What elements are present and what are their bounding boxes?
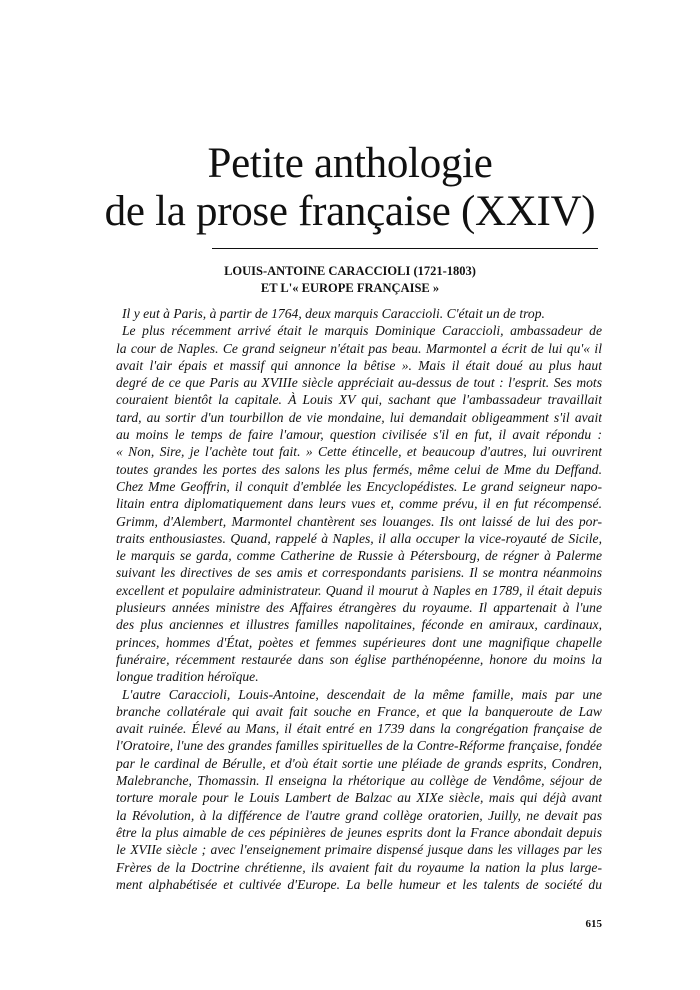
body-text-line: Il y eut à Paris, à partir de 1764, deux marquis Caracciolі. C'était un de trop. xyxy=(122,306,545,321)
body-text-line: l'Oratoire, l'une des grandes familles spirituelles de la Contre-Réforme française, fondée xyxy=(116,738,602,754)
body-text-line: Malebranche, Thomassin. Il enseigna la rhétorique au collège de Vendôme, séjour de xyxy=(116,773,602,789)
article-title xyxy=(0,140,700,236)
body-text-line: L'autre Caraccioli, Louis-Antoine, descendait de la même famille, mais par une xyxy=(122,686,602,702)
body-text-line: litain entra diplomatiquement dans leurs vues et, comme prévu, il en fut récompensé. xyxy=(116,496,602,512)
body-text-line: des plus anciennes et illustres familles napolitaines, féconde en amiraux, cardinaux, xyxy=(116,617,602,633)
body-text-line: le marquis se garda, comme Catherine de Russie à Pétersbourg, de régner à Palerme xyxy=(116,548,602,564)
body-text-line: ment alphabétisée et cultivée d'Europe. La belle humeur et les talents de société du xyxy=(116,876,602,892)
body-text-line: par le cardinal de Bérulle, et d'où était sortie une pléiade de grands esprits, Condren, xyxy=(116,755,602,771)
title-line-1: Petite anthologie xyxy=(207,140,493,187)
body-text-line: Le plus récemment arrivé était le marquis Dominique Caraccioli, ambassadeur de xyxy=(122,323,602,339)
title-line-2: de la prose française (XXIV) xyxy=(104,188,596,235)
body-text-line: la Révolution, à la différence de l'autre grand collège oratorien, Juilly, ne devait pas xyxy=(116,807,602,823)
body-text-line: Chez Mme Geoffrin, il conquit d'emblée les Encyclopédistes. Le grand seigneur napo- xyxy=(116,478,602,494)
body-text-line: princes, hommes d'État, poètes et femmes supérieures dont une magnifique chapelle xyxy=(116,634,602,650)
body-text-line: avait l'air épais et massif qui annonce la bêtise ». Mais il était doué au plus haut xyxy=(116,357,602,373)
body-text-line: plusieurs années ministre des Affaires étrangères du royaume. Il appartenait à l'une xyxy=(116,600,602,616)
body-text-line: branche collatérale qui avait fait souche en France, et que la banqueroute de Law xyxy=(116,703,602,719)
body-text-line: couraient bientôt la capitale. À Louis XV qui, sachant que l'ambassadeur travaillait xyxy=(116,392,602,408)
body-text-line: degré de ce que Paris au XVIIIe siècle appréciait au-dessus de tout : l'esprit. Ses mots xyxy=(116,375,602,391)
body-text-line: toutes grandes les portes des salons les plus fermés, même celui de Mme du Deffand. xyxy=(116,461,602,477)
body-text-line: excellent et populaire administrateur. Quand il mourut à Naples en 1789, il était depuis xyxy=(116,582,602,598)
body-text-line: funéraire, récemment restaurée dans son église parthénopéenne, honore du moins la xyxy=(116,651,602,667)
title-divider xyxy=(212,248,598,249)
body-text-line: au moins le temps de faire l'amour, question civilisée s'il en fut, il avait répondu : xyxy=(116,427,602,443)
section-heading-line-1: LOUIS-ANTOINE CARACCIOLI (1721-1803) xyxy=(224,264,476,278)
body-text-line: tard, au sortir d'un tourbillon de vie mondaine, lui demandait obligeamment s'il avait xyxy=(116,409,602,425)
body-text-line: traits enthousiastes. Quand, rappelé à Naples, il alla occuper la vice-royauté de Sicile, xyxy=(116,530,602,546)
body-text-line: suivant les directives de ses amis et correspondants parisiens. Il se montra néanmoins xyxy=(116,565,602,581)
body-text-line: longue tradition héroïque. xyxy=(116,669,259,685)
section-heading xyxy=(0,263,700,297)
page-number: 615 xyxy=(585,918,602,930)
section-heading-line-2: ET L'« EUROPE FRANÇAISE » xyxy=(260,281,440,295)
article-body xyxy=(116,305,602,893)
body-text-line: torture morale pour le Louis Lambert de Balzac au XIXe siècle, mais qui déjà avant xyxy=(116,790,602,806)
body-text-line: Grimm, d'Alembert, Marmontel chantèrent ses louanges. Ils ont laissé de lui des por- xyxy=(116,513,602,529)
body-text-line: Frères de la Doctrine chrétienne, ils avaient fait du royaume la nation la plus large- xyxy=(116,859,602,875)
body-text-line: « Non, Sire, je l'achète tout fait. » Cette étincelle, et beaucoup d'autres, lui ouvrirent xyxy=(116,444,602,460)
body-text-line: le XVIIe siècle ; avec l'enseignement primaire dispensé jusque dans les villages par les xyxy=(116,842,602,858)
body-text-line: la cour de Naples. Ce grand seigneur n'était pas beau. Marmontel a écrit de lui qu'« il xyxy=(116,340,602,356)
body-text-line: être la plus aimable de ces pépinières de jeunes esprits dont la France abondait depuis xyxy=(116,824,602,840)
body-text-line: avait ruinée. Élevé au Mans, il était entré en 1739 dans la congrégation française de xyxy=(116,721,602,737)
